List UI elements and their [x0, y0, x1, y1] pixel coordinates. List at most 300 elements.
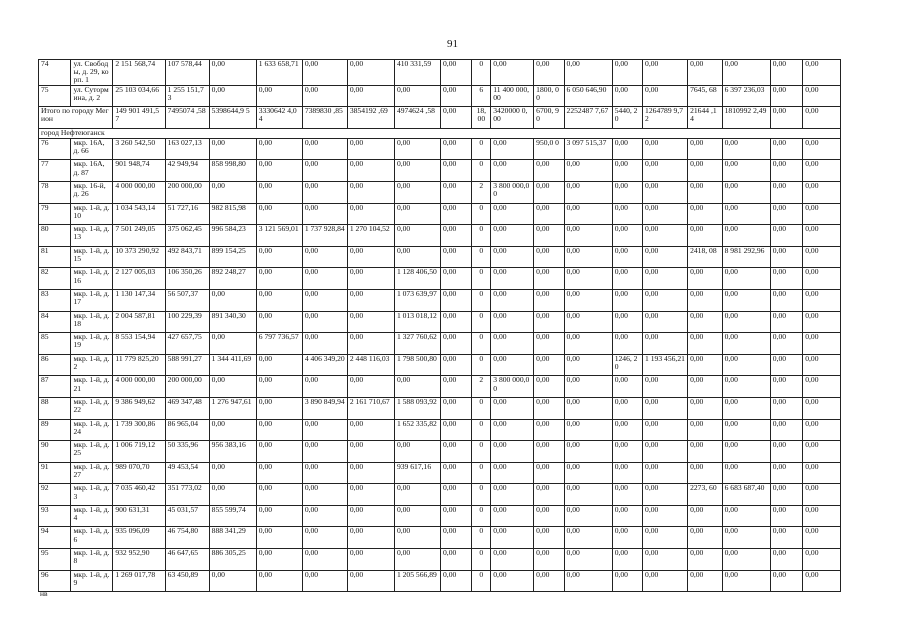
table-row	[39, 268, 841, 290]
table-cell: 0,00	[564, 484, 612, 506]
table-cell: 2273, 60	[688, 484, 723, 506]
table-cell: 0,00	[394, 376, 440, 398]
table-cell: 0,00	[441, 397, 472, 419]
table-cell: 1 128 406,50	[394, 268, 440, 290]
table-cell: 900 631,31	[113, 505, 165, 527]
table-cell: 5398644,9 5	[209, 107, 256, 129]
table-cell: 886 305,25	[209, 549, 256, 571]
table-cell: 0,00	[534, 570, 564, 592]
address-cell: мкр. 1-й, д. 2	[71, 354, 113, 376]
table-cell: 0,00	[347, 462, 394, 484]
table-cell: 0,00	[394, 85, 440, 107]
table-cell: 0,00	[722, 268, 770, 290]
table-cell: 0,00	[770, 107, 802, 129]
table-cell: 0,00	[803, 419, 841, 441]
table-cell: 0,00	[688, 570, 723, 592]
table-row	[39, 311, 841, 333]
table-cell: 0,00	[347, 181, 394, 203]
address-cell: мкр. 1-й, д. 8	[71, 549, 113, 571]
table-cell: 21644 ,14	[688, 107, 723, 129]
address-cell: мкр. 1-й, д. 17	[71, 289, 113, 311]
table-cell: 935 096,09	[113, 527, 165, 549]
table-cell: 0,00	[302, 484, 347, 506]
table-cell: 0,00	[564, 268, 612, 290]
table-cell: 0,00	[441, 333, 472, 355]
table-row	[39, 549, 841, 571]
table-cell: 0,00	[612, 441, 642, 463]
table-cell: 0,00	[770, 397, 802, 419]
table-cell: 0,00	[256, 549, 302, 571]
table-cell: 956 383,16	[209, 441, 256, 463]
table-cell: 0,00	[722, 505, 770, 527]
table-cell: 0,00	[564, 549, 612, 571]
address-cell: мкр. 1-й, д. 25	[71, 441, 113, 463]
table-cell: 0,00	[803, 289, 841, 311]
table-cell: 0,00	[564, 441, 612, 463]
table-cell: 0,00	[612, 60, 642, 86]
row-number: 81	[39, 246, 71, 268]
address-cell: мкр. 1-й, д. 18	[71, 311, 113, 333]
table-cell: 0,00	[564, 505, 612, 527]
table-cell: 0,00	[491, 289, 534, 311]
table-cell: 1 344 411,69	[209, 354, 256, 376]
table-cell: 0,00	[643, 527, 688, 549]
table-cell: 0,00	[347, 505, 394, 527]
table-cell: 0,00	[643, 505, 688, 527]
row-number: 82	[39, 268, 71, 290]
table-cell: 0,00	[722, 462, 770, 484]
table-cell: 0,00	[491, 441, 534, 463]
table-cell: 0	[472, 505, 491, 527]
table-cell: 0,00	[612, 289, 642, 311]
table-cell: 6 397 236,03	[722, 85, 770, 107]
table-cell: 0,00	[441, 181, 472, 203]
table-cell: 0,00	[394, 484, 440, 506]
table-cell: 0,00	[803, 441, 841, 463]
table-cell: 49 453,54	[165, 462, 209, 484]
table-cell: 0,00	[643, 203, 688, 225]
table-cell: 0,00	[256, 462, 302, 484]
address-cell: мкр. 1-й, д. 4	[71, 505, 113, 527]
table-cell: 0,00	[256, 289, 302, 311]
table-cell: 375 062,45	[165, 225, 209, 247]
table-cell: 0,00	[564, 462, 612, 484]
table-row	[39, 246, 841, 268]
table-cell: 0,00	[491, 397, 534, 419]
table-cell: 0,00	[688, 203, 723, 225]
table-cell: 0,00	[209, 333, 256, 355]
table-cell: 855 599,74	[209, 505, 256, 527]
table-cell: 0,00	[209, 462, 256, 484]
table-cell: 0,00	[643, 376, 688, 398]
table-cell: 0,00	[491, 311, 534, 333]
table-cell: 989 070,70	[113, 462, 165, 484]
row-number: 92	[39, 484, 71, 506]
table-cell: 0,00	[722, 289, 770, 311]
table-cell: 0,00	[534, 441, 564, 463]
table-cell: 0,00	[347, 549, 394, 571]
table-cell: 0,00	[491, 549, 534, 571]
table-cell: 0,00	[564, 419, 612, 441]
table-cell: 1264789 9,72	[643, 107, 688, 129]
table-cell: 0,00	[770, 203, 802, 225]
table-cell: 3420000 0,00	[491, 107, 534, 129]
table-cell: 0,00	[643, 419, 688, 441]
table-cell: 0,00	[612, 333, 642, 355]
table-cell: 0,00	[394, 138, 440, 160]
table-cell: 0,00	[803, 397, 841, 419]
table-cell: 0,00	[803, 462, 841, 484]
table-cell: 0,00	[770, 484, 802, 506]
table-cell: 1 588 093,92	[394, 397, 440, 419]
table-cell: 56 507,37	[165, 289, 209, 311]
table-cell: 0,00	[302, 570, 347, 592]
table-cell: 0,00	[564, 354, 612, 376]
table-cell: 0,00	[347, 570, 394, 592]
table-cell: 0,00	[347, 85, 394, 107]
table-row	[39, 484, 841, 506]
table-cell: 0	[472, 354, 491, 376]
address-cell: мкр. 1-й, д. 21	[71, 376, 113, 398]
table-cell: 588 991,27	[165, 354, 209, 376]
table-cell: 0,00	[643, 289, 688, 311]
table-cell: 892 248,27	[209, 268, 256, 290]
table-cell: 0,00	[256, 203, 302, 225]
table-cell: 3 890 849,94	[302, 397, 347, 419]
table-cell: 0,00	[441, 570, 472, 592]
table-cell: 982 815,98	[209, 203, 256, 225]
page-number: 91	[447, 38, 458, 50]
address-cell: мкр. 1-й, д. 15	[71, 246, 113, 268]
table-cell: 0	[472, 311, 491, 333]
table-cell: 0,00	[534, 419, 564, 441]
table-cell: 0,00	[564, 160, 612, 182]
table-cell: 0,00	[534, 268, 564, 290]
row-number: 78	[39, 181, 71, 203]
table-cell: 0,00	[722, 138, 770, 160]
table-cell: 11 400 000,00	[491, 85, 534, 107]
table-cell: 0,00	[688, 289, 723, 311]
table-cell: 0,00	[302, 549, 347, 571]
table-cell: 8 981 292,96	[722, 246, 770, 268]
table-body	[39, 60, 841, 592]
address-cell: мкр. 1-й, д. 27	[71, 462, 113, 484]
table-cell: 0,00	[770, 549, 802, 571]
total-row	[39, 107, 841, 129]
table-cell: 0,00	[256, 527, 302, 549]
table-cell: 0	[472, 60, 491, 86]
table-cell: 0,00	[643, 181, 688, 203]
table-cell: 0,00	[491, 203, 534, 225]
table-cell: 0,00	[803, 311, 841, 333]
table-cell: 0,00	[347, 441, 394, 463]
table-cell: 0,00	[394, 246, 440, 268]
table-cell: 0,00	[302, 181, 347, 203]
table-row	[39, 505, 841, 527]
table-cell: 0,00	[302, 462, 347, 484]
table-cell: 0,00	[441, 160, 472, 182]
table-cell: 1 798 500,80	[394, 354, 440, 376]
address-cell: ул. Сутормина, д. 2	[71, 85, 113, 107]
table-cell: 0,00	[534, 203, 564, 225]
table-row	[39, 160, 841, 182]
table-cell: 51 727,16	[165, 203, 209, 225]
table-cell: 0,00	[302, 268, 347, 290]
table-cell: 0,00	[256, 85, 302, 107]
table-cell: 4974624 ,58	[394, 107, 440, 129]
table-cell: 0,00	[770, 333, 802, 355]
table-cell: 0,00	[770, 268, 802, 290]
table-cell: 0,00	[441, 138, 472, 160]
total-label: Итого по городу Мегион	[39, 107, 113, 129]
table-cell: 0,00	[534, 354, 564, 376]
table-cell: 469 347,48	[165, 397, 209, 419]
table-cell: 0,00	[256, 397, 302, 419]
table-cell: 0,00	[722, 570, 770, 592]
table-cell: 0,00	[534, 225, 564, 247]
table-cell: 0,00	[688, 397, 723, 419]
address-cell: мкр. 1-й, д. 9	[71, 570, 113, 592]
table-cell: 6 683 687,40	[722, 484, 770, 506]
table-cell: 0,00	[643, 268, 688, 290]
table-row	[39, 333, 841, 355]
table-cell: 5440, 20	[612, 107, 642, 129]
table-cell: 0,00	[256, 570, 302, 592]
table-cell: 0,00	[770, 138, 802, 160]
table-cell: 0,00	[688, 505, 723, 527]
table-cell: 0,00	[534, 397, 564, 419]
table-cell: 0,00	[770, 289, 802, 311]
table-cell: 0,00	[722, 60, 770, 86]
table-cell: 0,00	[441, 484, 472, 506]
table-cell: 63 450,89	[165, 570, 209, 592]
table-cell: 888 341,29	[209, 527, 256, 549]
table-cell: 0,00	[491, 268, 534, 290]
table-cell: 0,00	[256, 354, 302, 376]
table-cell: 0,00	[441, 107, 472, 129]
table-cell: 0,00	[722, 160, 770, 182]
table-row	[39, 570, 841, 592]
data-table	[38, 59, 841, 592]
row-number: 86	[39, 354, 71, 376]
table-cell: 901 948,74	[113, 160, 165, 182]
table-cell: 0,00	[803, 160, 841, 182]
table-cell: 1 193 456,21	[643, 354, 688, 376]
table-cell: 25 103 034,66	[113, 85, 165, 107]
table-cell: 2 448 116,03	[347, 354, 394, 376]
row-number: 75	[39, 85, 71, 107]
table-cell: 0,00	[256, 441, 302, 463]
table-cell: 0,00	[803, 181, 841, 203]
table-cell: 1246, 20	[612, 354, 642, 376]
table-cell: 3330642 4,04	[256, 107, 302, 129]
table-cell: 0	[472, 549, 491, 571]
table-cell: 0,00	[643, 85, 688, 107]
table-cell: 0,00	[302, 203, 347, 225]
table-cell: 0,00	[491, 527, 534, 549]
table-cell: 0,00	[803, 60, 841, 86]
table-cell: 0,00	[534, 527, 564, 549]
table-row	[39, 354, 841, 376]
address-cell: мкр. 1-й, д. 19	[71, 333, 113, 355]
table-cell: 7645, 68	[688, 85, 723, 107]
table-cell: 0,00	[612, 246, 642, 268]
table-cell: 0,00	[612, 268, 642, 290]
table-cell: 0,00	[612, 225, 642, 247]
table-row	[39, 441, 841, 463]
table-cell: 1 276 947,61	[209, 397, 256, 419]
address-cell: ул. Свободы, д. 29, корп. 1	[71, 60, 113, 86]
table-cell: 932 952,90	[113, 549, 165, 571]
table-cell: 1 034 543,14	[113, 203, 165, 225]
table-cell: 0,00	[302, 160, 347, 182]
table-cell: 0,00	[612, 311, 642, 333]
table-cell: 0,00	[441, 354, 472, 376]
table-cell: 0,00	[643, 484, 688, 506]
table-cell: 950,0 0	[534, 138, 564, 160]
table-cell: 0,00	[612, 419, 642, 441]
table-cell: 0,00	[347, 268, 394, 290]
table-cell: 0,00	[770, 225, 802, 247]
table-cell: 0,00	[441, 311, 472, 333]
table-cell: 0,00	[612, 85, 642, 107]
table-cell: 10 373 290,92	[113, 246, 165, 268]
table-cell: 0,00	[564, 527, 612, 549]
table-cell: 0,00	[643, 549, 688, 571]
row-number: 79	[39, 203, 71, 225]
table-cell: 0,00	[612, 570, 642, 592]
table-cell: 0,00	[491, 462, 534, 484]
table-cell: 0,00	[534, 549, 564, 571]
table-cell: 0,00	[770, 419, 802, 441]
table-cell: 0,00	[302, 138, 347, 160]
row-number: 95	[39, 549, 71, 571]
table-cell: 106 350,26	[165, 268, 209, 290]
table-cell: 0,00	[394, 225, 440, 247]
table-cell: 0,00	[612, 160, 642, 182]
table-cell: 0,00	[643, 225, 688, 247]
table-cell: 0,00	[564, 333, 612, 355]
table-cell: 3 121 569,01	[256, 225, 302, 247]
table-cell: 0,00	[491, 354, 534, 376]
table-cell: 2 151 568,74	[113, 60, 165, 86]
table-cell: 107 578,44	[165, 60, 209, 86]
table-cell: 0,00	[491, 333, 534, 355]
address-cell: мкр. 1-й, д. 10	[71, 203, 113, 225]
table-cell: 1 255 151,73	[165, 85, 209, 107]
table-row	[39, 85, 841, 107]
table-cell: 492 843,71	[165, 246, 209, 268]
table-cell: 4 000 000,00	[113, 181, 165, 203]
table-cell: 0,00	[441, 505, 472, 527]
table-cell: 0,00	[564, 376, 612, 398]
table-cell: 0	[472, 527, 491, 549]
table-row	[39, 397, 841, 419]
table-cell: 0,00	[256, 311, 302, 333]
table-cell: 0,00	[209, 60, 256, 86]
row-number: 88	[39, 397, 71, 419]
table-cell: 2 004 587,81	[113, 311, 165, 333]
table-cell: 0,00	[256, 376, 302, 398]
table-cell: 0,00	[770, 527, 802, 549]
table-cell: 0,00	[612, 397, 642, 419]
table-cell: 2 127 005,03	[113, 268, 165, 290]
table-row	[39, 60, 841, 86]
row-number: 76	[39, 138, 71, 160]
table-cell: 0,00	[643, 570, 688, 592]
table-cell: 0,00	[534, 311, 564, 333]
table-cell: 0	[472, 570, 491, 592]
table-cell: 1 205 566,89	[394, 570, 440, 592]
table-cell: 0,00	[688, 225, 723, 247]
table-cell: 2	[472, 181, 491, 203]
table-cell: 0,00	[803, 484, 841, 506]
table-cell: 0,00	[564, 570, 612, 592]
address-cell: мкр. 16-й, д. 26	[71, 181, 113, 203]
table-cell: 0,00	[643, 311, 688, 333]
table-cell: 0,00	[770, 462, 802, 484]
table-cell: 0	[472, 203, 491, 225]
table-cell: 3 800 000,00	[491, 181, 534, 203]
table-cell: 0,00	[688, 419, 723, 441]
table-cell: 0,00	[491, 138, 534, 160]
table-cell: 0,00	[688, 181, 723, 203]
table-cell: 1 270 104,52	[347, 225, 394, 247]
table-cell: 0,00	[722, 376, 770, 398]
table-cell: 0,00	[491, 570, 534, 592]
table-cell: 46 754,80	[165, 527, 209, 549]
table-cell: 200 000,00	[165, 181, 209, 203]
table-cell: 0,00	[770, 85, 802, 107]
table-cell: 0,00	[302, 289, 347, 311]
table-cell: 1 327 760,62	[394, 333, 440, 355]
table-cell: 0,00	[256, 419, 302, 441]
table-cell: 0,00	[612, 484, 642, 506]
table-cell: 0,00	[441, 376, 472, 398]
table-cell: 42 949,94	[165, 160, 209, 182]
table-cell: 0,00	[722, 333, 770, 355]
table-cell: 0,00	[770, 246, 802, 268]
table-cell: 0,00	[302, 311, 347, 333]
table-row	[39, 225, 841, 247]
table-cell: 0,00	[491, 60, 534, 86]
table-cell: 1 013 018,12	[394, 311, 440, 333]
table-cell: 8 553 154,94	[113, 333, 165, 355]
table-cell: 0,00	[803, 138, 841, 160]
table-cell: 0,00	[564, 246, 612, 268]
table-cell: 0,00	[256, 160, 302, 182]
table-row	[39, 419, 841, 441]
table-cell: 2252487 7,67	[564, 107, 612, 129]
row-number: 91	[39, 462, 71, 484]
table-cell: 0,00	[803, 354, 841, 376]
table-cell: 0,00	[534, 160, 564, 182]
row-number: 87	[39, 376, 71, 398]
table-cell: 0	[472, 462, 491, 484]
table-cell: 0,00	[770, 354, 802, 376]
table-cell: 939 617,16	[394, 462, 440, 484]
table-cell: 0,00	[564, 203, 612, 225]
table-cell: 0,00	[441, 203, 472, 225]
row-number: 80	[39, 225, 71, 247]
table-cell: 0,00	[347, 160, 394, 182]
table-cell: 0,00	[803, 246, 841, 268]
table-cell: 0,00	[209, 138, 256, 160]
table-cell: 2418, 08	[688, 246, 723, 268]
table-cell: 7 501 249,05	[113, 225, 165, 247]
row-number: 85	[39, 333, 71, 355]
table-cell: 0,00	[302, 246, 347, 268]
